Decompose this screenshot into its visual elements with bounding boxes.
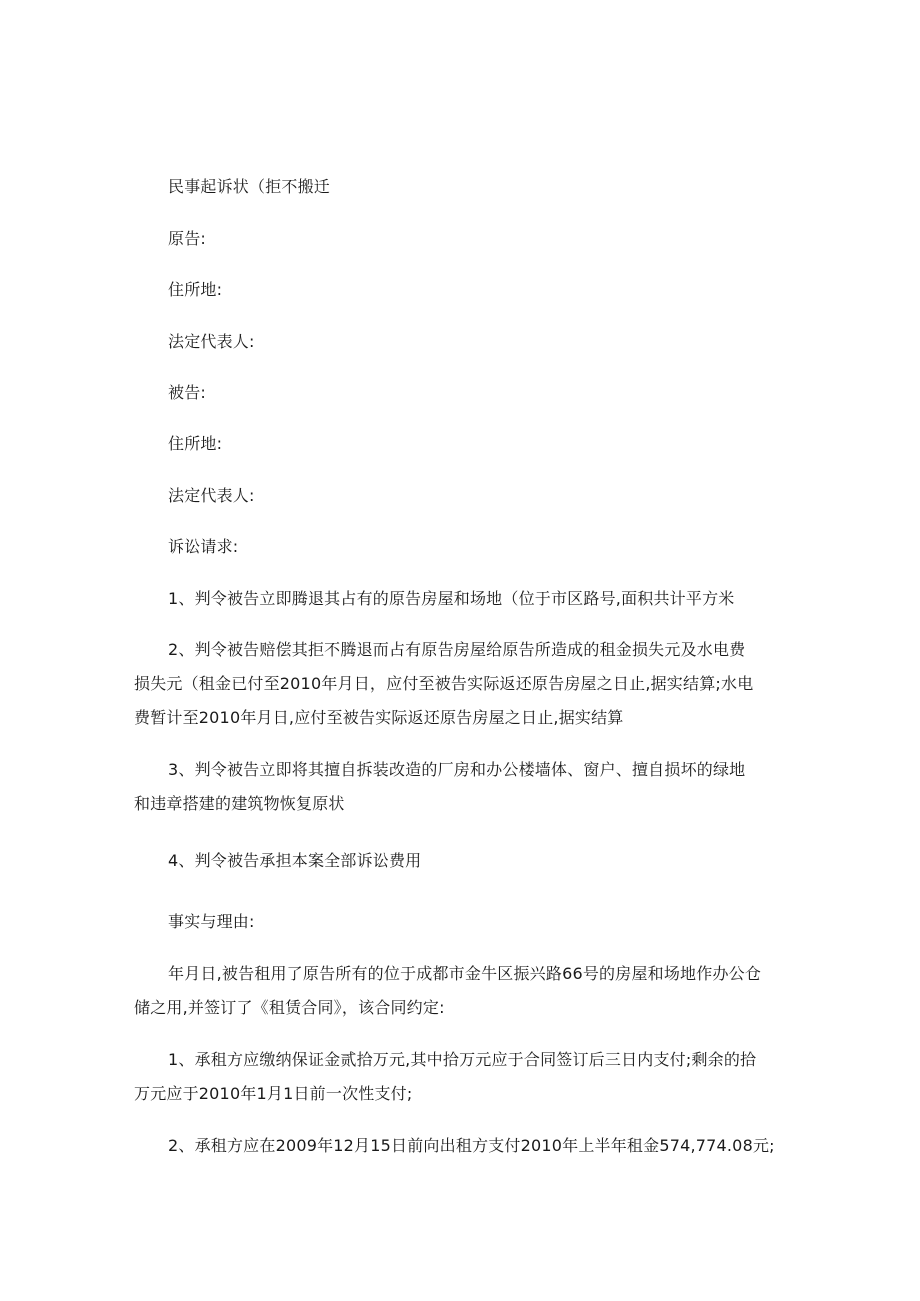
facts-line-1: 年月日,被告租用了原告所有的位于成都市金牛区振兴路66号的房屋和场地作办公仓 [168, 964, 762, 983]
claims-heading: 诉讼请求: [168, 537, 239, 556]
claim-3-line-1: 3、判令被告立即将其擅自拆装改造的厂房和办公楼墙体、窗户、擅自损坏的绿地 [168, 760, 746, 779]
plaintiff-label: 原告: [168, 229, 206, 248]
defendant-representative-label: 法定代表人: [168, 486, 255, 505]
claim-3-line-2: 和违章搭建的建筑物恢复原状 [134, 794, 345, 813]
defendant-address-label: 住所地: [168, 434, 223, 453]
term-1-line-2: 万元应于2010年1月1日前一次性支付; [134, 1084, 413, 1103]
term-1-line-1: 1、承租方应缴纳保证金贰拾万元,其中拾万元应于合同签订后三日内支付;剩余的拾 [168, 1050, 757, 1069]
plaintiff-address-label: 住所地: [168, 280, 223, 299]
claim-2-line-3: 费暂计至2010年月日,应付至被告实际返还原告房屋之日止,据实结算 [134, 708, 624, 727]
claim-2-line-2: 损失元（租金已付至2010年月日，应付至被告实际返还原告房屋之日止,据实结算;水电 [134, 674, 754, 693]
plaintiff-representative-label: 法定代表人: [168, 332, 255, 351]
claim-4: 4、判令被告承担本案全部诉讼费用 [168, 851, 422, 870]
claim-1: 1、判令被告立即腾退其占有的原告房屋和场地（位于市区路号,面积共计平方米 [168, 589, 735, 608]
term-2: 2、承租方应在2009年12月15日前向出租方支付2010年上半年租金574,774.08元; [168, 1136, 775, 1155]
claim-2-line-1: 2、判令被告赔偿其拒不腾退而占有原告房屋给原告所造成的租金损失元及水电费 [168, 640, 746, 659]
facts-line-2: 储之用,并签订了《租赁合同》，该合同约定: [134, 998, 445, 1017]
document-title: 民事起诉状（拒不搬迁 [168, 177, 331, 196]
defendant-label: 被告: [168, 383, 206, 402]
facts-heading: 事实与理由: [168, 912, 255, 931]
